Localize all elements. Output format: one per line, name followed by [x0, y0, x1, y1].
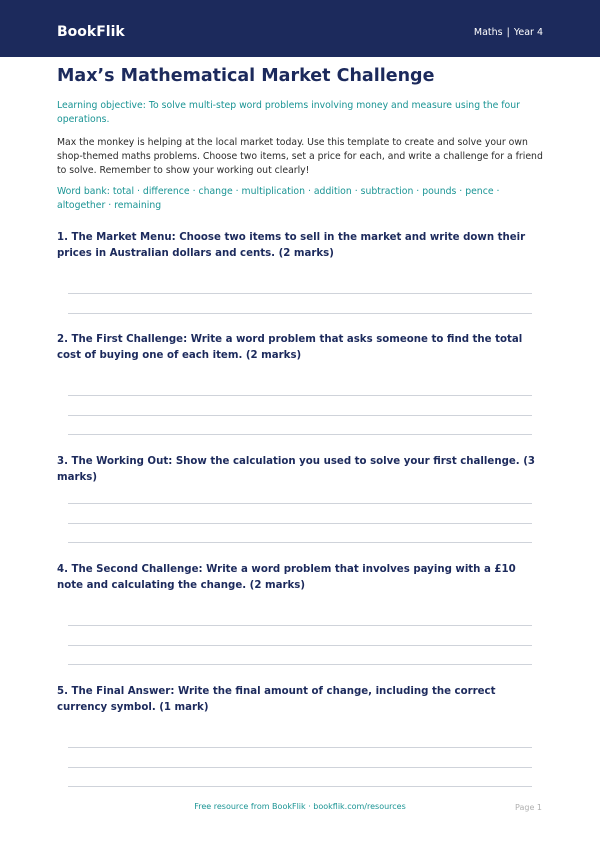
question-5: 5. The Final Answer: Write the final amount of change, including the correct currency symbol. (1 mark) [57, 686, 496, 713]
answer-line[interactable] [68, 293, 532, 294]
answer-line[interactable] [68, 664, 532, 665]
answer-line[interactable] [68, 767, 532, 768]
subject-label: Maths [473, 27, 503, 38]
answer-line[interactable] [68, 523, 532, 524]
header-separator: | [506, 27, 510, 38]
question-3: 3. The Working Out: Show the calculation you used to solve your first challenge. (3 marks) [57, 456, 535, 483]
answer-line[interactable] [68, 415, 532, 416]
intro-paragraph: Max the monkey is helping at the local market today. Use this template to create and solve your own shop-themed maths problems. Choose two items, set a price for each, and write a challenge for a friend to solve. Remember to show your working out clearly! [57, 137, 543, 176]
subject-year-label [474, 26, 543, 40]
answer-line[interactable] [68, 434, 532, 435]
brand-logo: BookFlik [57, 24, 125, 40]
question-2: 2. The First Challenge: Write a word problem that asks someone to find the total cost of buying one of each item. (2 marks) [57, 334, 523, 361]
learning-objective: Learning objective: To solve multi-step word problems involving money and measure using the four operations. [57, 100, 520, 125]
word-bank: Word bank: total · difference · change · multiplication · addition · subtraction · pounds · pence · altogether · remaining [57, 186, 500, 211]
answer-line[interactable] [68, 313, 532, 314]
question-1: 1. The Market Menu: Choose two items to sell in the market and write down their prices in Australian dollars and cents. (2 marks) [57, 232, 526, 259]
answer-line[interactable] [68, 542, 532, 543]
header-bar [0, 0, 600, 57]
answer-line[interactable] [68, 395, 532, 396]
answer-line[interactable] [68, 786, 532, 787]
answer-line[interactable] [68, 747, 532, 748]
page-number: Page 1 [515, 803, 542, 812]
answer-line[interactable] [68, 645, 532, 646]
answer-line[interactable] [68, 503, 532, 504]
answer-line[interactable] [68, 625, 532, 626]
page-title: Max’s Mathematical Market Challenge [57, 66, 435, 86]
footer-credit: Free resource from BookFlik · bookflik.com/resources [194, 802, 406, 811]
year-label: Year 4 [513, 27, 543, 38]
question-4: 4. The Second Challenge: Write a word problem that involves paying with a £10 note and calculating the change. (2 marks) [57, 564, 516, 591]
